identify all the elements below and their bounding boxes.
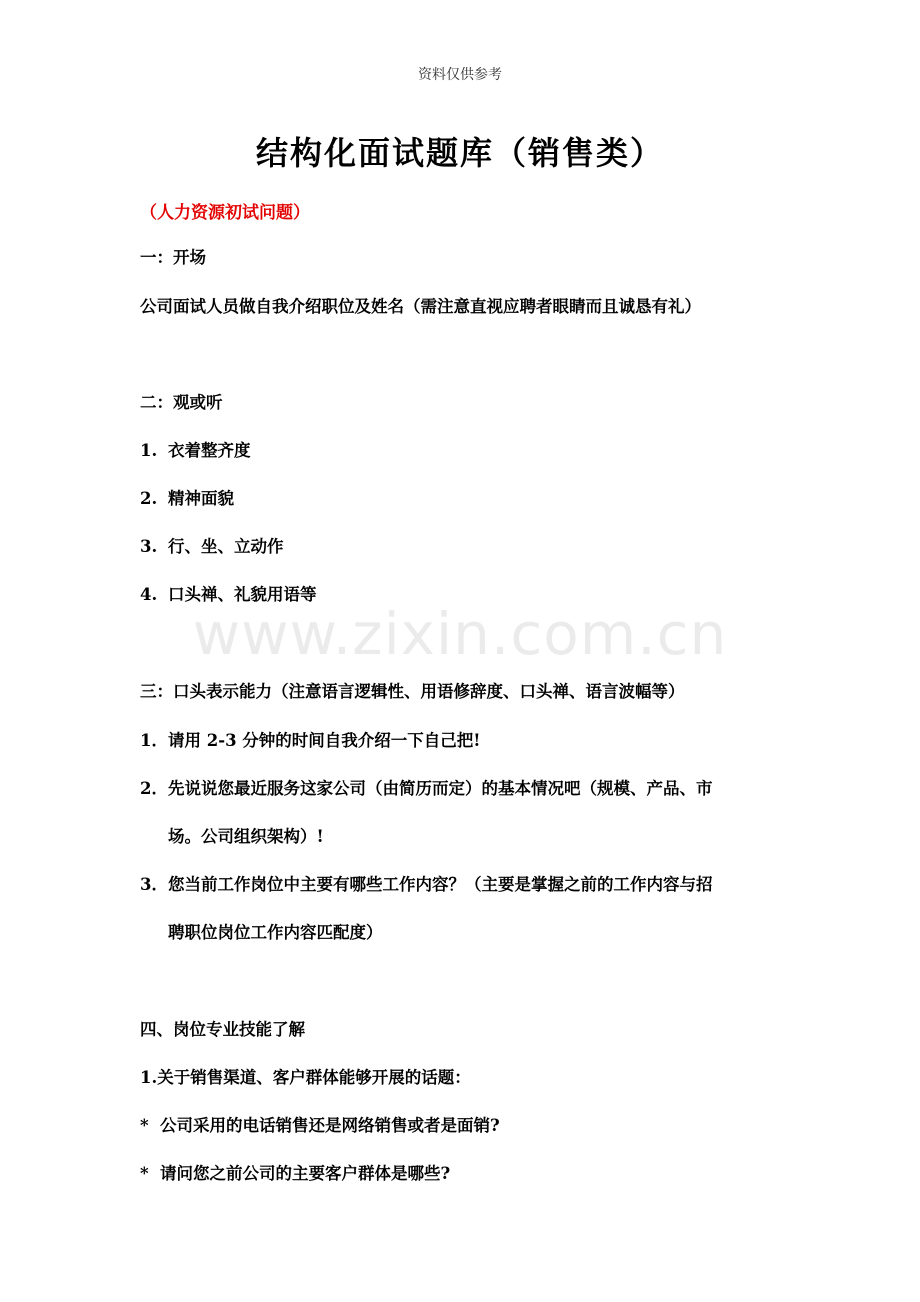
bullet-item [140, 1115, 500, 1137]
list-item-continuation: 场。公司组织架构）! [168, 827, 324, 846]
list-item-text: 您当前工作岗位中主要有哪些工作内容？（主要是掌握之前的工作内容与招 [168, 875, 713, 894]
section4-heading: 四、岗位专业技能了解 [140, 1020, 305, 1039]
header-note: 资料仅供参考 [418, 67, 502, 83]
section2-heading: 二：观或听 [140, 393, 223, 412]
section1-heading: 一：开场 [140, 248, 206, 267]
list-item-number: 4. [140, 585, 158, 604]
list-item [140, 488, 234, 510]
list-item [140, 440, 251, 462]
list-item-number: 2. [140, 489, 158, 508]
list-item-text: 衣着整齐度 [168, 441, 251, 460]
list-item [140, 536, 284, 558]
bullet-text: 请问您之前公司的主要客户群体是哪些? [160, 1164, 451, 1183]
list-item-text: 行、坐、立动作 [168, 537, 284, 556]
list-item-continuation: 聘职位岗位工作内容匹配度） [168, 923, 383, 942]
list-item-text: 口头禅、礼貌用语等 [168, 585, 317, 604]
list-item-number: 3. [140, 537, 158, 556]
section3-heading: 三：口头表示能力（注意语言逻辑性、用语修辞度、口头禅、语言波幅等） [140, 682, 685, 701]
section4-subheading: 1.关于销售渠道、客户群体能够开展的话题： [140, 1068, 471, 1087]
bullet-item [140, 1163, 450, 1185]
list-item-number: 1． [140, 731, 168, 750]
document-subtitle: （人力资源初试问题） [140, 203, 310, 223]
list-item [140, 730, 481, 752]
list-item-text: 请用 2-3 分钟的时间自我介绍一下自己把! [168, 731, 481, 750]
list-item-text: 精神面貌 [168, 489, 234, 508]
watermark: www.zixin.com.cn [192, 600, 728, 668]
list-item [140, 778, 713, 800]
list-item-number: 3． [140, 875, 168, 894]
list-item [140, 874, 713, 896]
bullet-mark: * [140, 1164, 149, 1183]
bullet-mark: * [140, 1116, 149, 1135]
list-item-text: 先说说您最近服务这家公司（由简历而定）的基本情况吧（规模、产品、市 [168, 779, 713, 798]
section1-text: 公司面试人员做自我介绍职位及姓名（需注意直视应聘者眼睛而且诚恳有礼） [140, 297, 701, 316]
list-item-number: 1. [140, 441, 158, 460]
list-item-number: 2． [140, 779, 168, 798]
bullet-text: 公司采用的电话销售还是网络销售或者是面销? [160, 1116, 500, 1135]
document-title: 结构化面试题库（销售类） [255, 134, 664, 172]
